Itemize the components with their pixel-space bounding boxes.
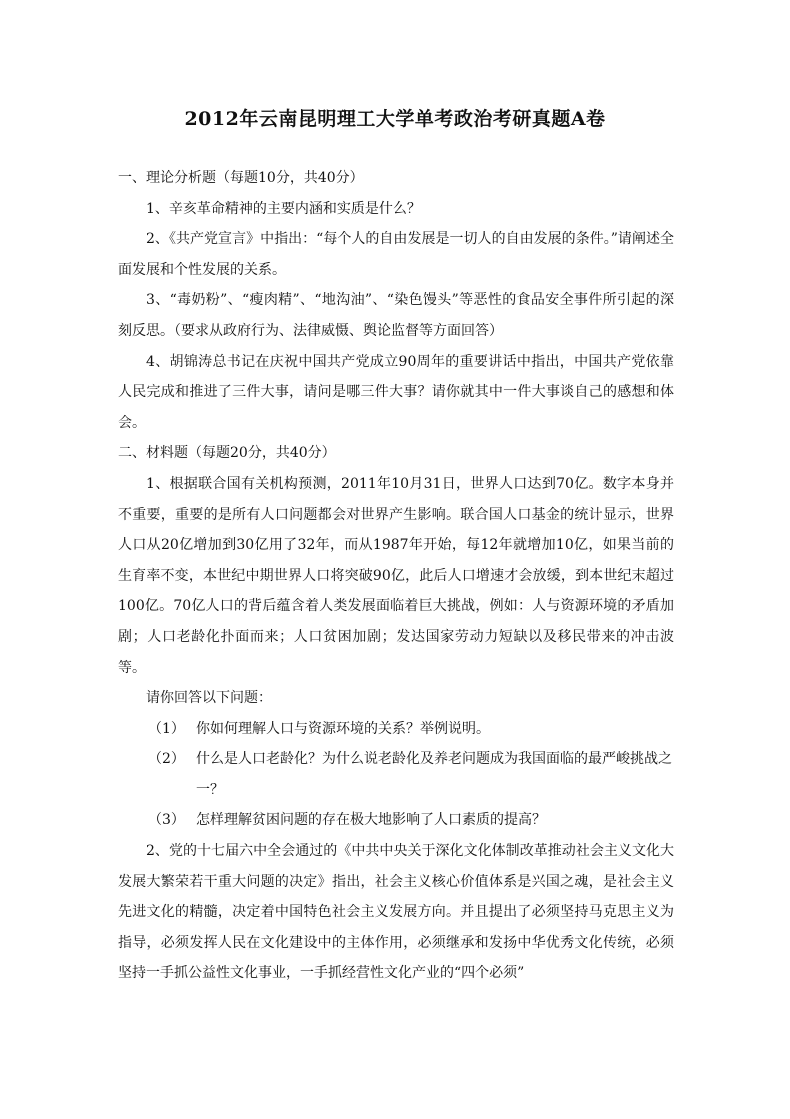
sub-question-3 <box>118 805 674 836</box>
sub-question-text: 怎样理解贫困问题的存在极大地影响了人口素质的提高？ <box>196 812 546 829</box>
section-2-question-1-material: 1、根据联合国有关机构预测，2011年10月31日，世界人口达到70亿。数字本身并不重要，重要的是所有人口问题都会对世界产生影响。联合国人口基金的统计显示，世界人口从20亿增加到30亿用了32年，而从1987年开始，每12年就增加10亿，如果当前的生育率不变，本世纪中期世界人口将突破90亿，此后人口增速才会放缓，到本世纪末超过100亿。70亿人口的背后蕴含着人类发展面临着巨大挑战，例如：人与资源环境的矛盾加剧；人口老龄化扑面而来；人口贫困加剧；发达国家劳动力短缺以及移民带来的冲击波等。 <box>118 475 674 676</box>
sub-question-1 <box>118 714 674 745</box>
section-1-question-1: 1、辛亥革命精神的主要内涵和实质是什么？ <box>146 200 421 217</box>
section-1-question-3: 3、“毒奶粉”、“瘦肉精”、“地沟油”、“染色馒头”等恶性的食品安全事件所引起的深刻反思。（要求从政府行为、法律威慑、舆论监督等方面回答） <box>118 292 674 339</box>
sub-question-text: 你如何理解人口与资源环境的关系？举例说明。 <box>196 720 490 737</box>
sub-question-text: 什么是人口老龄化？为什么说老龄化及养老问题成为我国面临的最严峻挑战之一？ <box>196 751 672 798</box>
sub-question-2 <box>118 744 674 805</box>
section-1-heading: 一、理论分析题（每题10分，共40分） <box>118 170 364 186</box>
section-2-question-2-material: 2、党的十七届六中全会通过的《中共中央关于深化文化体制改革推动社会主义文化大发展大繁荣若干重大问题的决定》指出，社会主义核心价值体系是兴国之魂，是社会主义先进文化的精髓，决定着中国特色社会主义发展方向。并且提出了必须坚持马克思主义为指导，必须发挥人民在文化建设中的主体作用，必须继承和发扬中华优秀文化传统，必须坚持一手抓公益性文化事业，一手抓经营性文化产业的“四个必须” <box>118 843 674 982</box>
section-1-question-2: 2、《共产党宣言》中指出：“每个人的自由发展是一切人的自由发展的条件。”请阐述全面发展和个性发展的关系。 <box>118 231 674 278</box>
section-1-question-4: 4、胡锦涛总书记在庆祝中国共产党成立90周年的重要讲话中指出，中国共产党依靠人民完成和推进了三件大事，请问是哪三件大事？请你就其中一件大事谈自己的感想和体会。 <box>118 353 674 431</box>
sub-question-number: （1） <box>148 720 185 737</box>
sub-question-number: （2） <box>148 751 185 768</box>
document-title: 2012年云南昆明理工大学单考政治考研真题A卷 <box>184 108 606 130</box>
sub-question-number: （3） <box>148 812 185 829</box>
section-2-heading: 二、材料题（每题20分，共40分） <box>118 445 336 462</box>
section-2-question-1-prompt: 请你回答以下问题： <box>146 690 272 707</box>
document-body <box>118 163 674 989</box>
